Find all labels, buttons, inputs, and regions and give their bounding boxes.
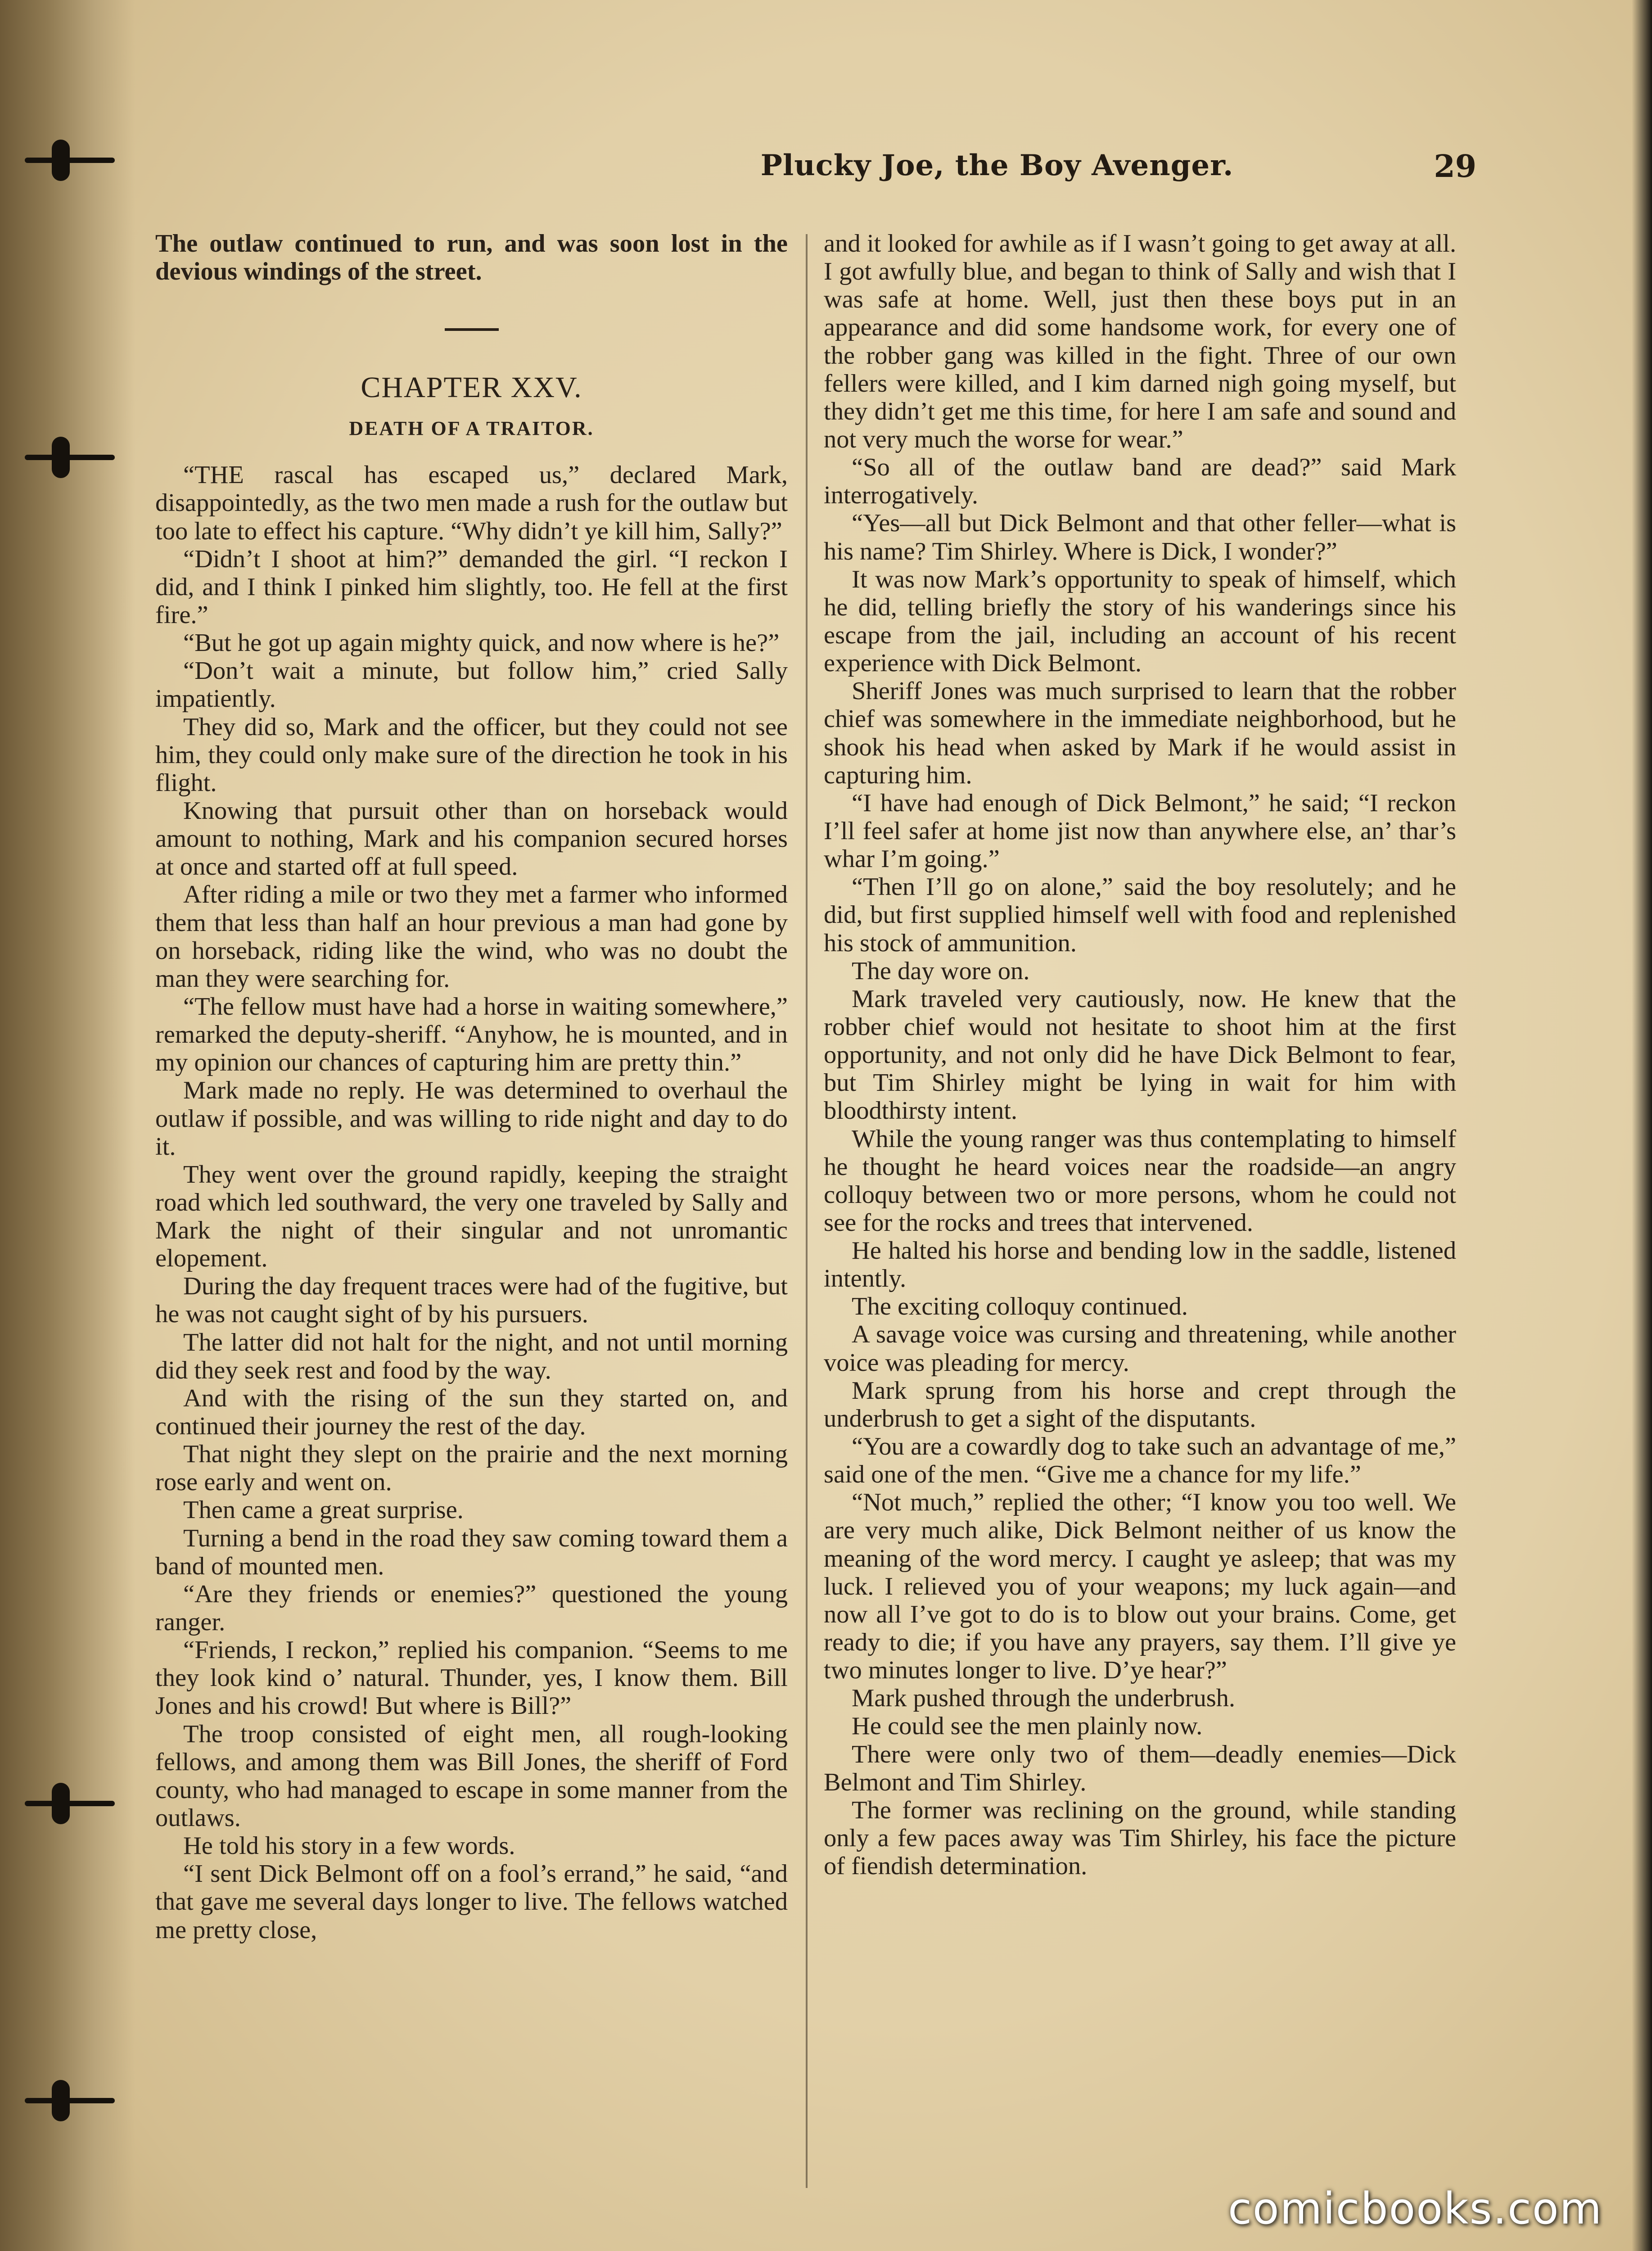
paragraph: The former was reclining on the ground, while standing only a few paces away was Tim Shirley, his face the picture of fiendish determination. <box>824 1796 1456 1880</box>
paragraph: He halted his horse and bending low in the saddle, listened intently. <box>824 1237 1456 1293</box>
binding-stitch <box>25 455 115 460</box>
paragraph: Mark made no reply. He was determined to overhaul the outlaw if possible, and was willing to ride night and day to do it. <box>155 1076 788 1161</box>
left-column <box>155 230 788 1944</box>
paragraph: A savage voice was cursing and threatening, while another voice was pleading for mercy. <box>824 1320 1456 1377</box>
binding-stitch <box>25 2098 115 2103</box>
paragraph: He told his story in a few words. <box>183 1832 515 1860</box>
paragraph: Then came a great surprise. <box>183 1496 464 1524</box>
paragraph: “Yes—all but Dick Belmont and that other feller—what is his name? Tim Shirley. Where is Dick, I wonder?” <box>824 509 1456 565</box>
paragraph: During the day frequent traces were had of the fugitive, but he was not caught sight of by his pursuers. <box>155 1272 788 1329</box>
book-spine <box>0 0 135 2251</box>
binding-stitch <box>25 1801 115 1806</box>
paragraph: He could see the men plainly now. <box>852 1712 1203 1740</box>
paragraph: Mark sprung from his horse and crept through the underbrush to get a sight of the disputants. <box>824 1376 1456 1433</box>
paragraph: “Didn’t I shoot at him?” demanded the girl. “I reckon I did, and I think I pinked him slightly, too. He fell at the first fire.” <box>155 545 788 629</box>
paragraph: After riding a mile or two they met a farmer who informed them that less than half an hour previous a man had gone by on horseback, riding like the wind, who was no doubt the man they were searching for. <box>155 881 788 993</box>
right-column <box>824 230 1456 1880</box>
paragraph: “Then I’ll go on alone,” said the boy resolutely; and he did, but first supplied himself well with food and replenished his stock of ammunition. <box>824 873 1456 957</box>
paragraph: And with the rising of the sun they started on, and continued their journey the rest of the day. <box>155 1384 788 1441</box>
paragraph: There were only two of them—deadly enemies—Dick Belmont and Tim Shirley. <box>824 1740 1456 1796</box>
chapter-subtitle: DEATH OF A TRAITOR. <box>349 417 594 439</box>
paragraph: “Not much,” replied the other; “I know you too well. We are very much alike, Dick Belmont neither of us know the meaning of the word mercy. I caught ye asleep; that was my luck. I relieved you of your weapons; my luck again—and now all I’ve got to do is to blow out your brains. Come, get ready to die; if you have any prayers, say them. I’ll give ye two minutes longer to live. D’ye hear?” <box>824 1488 1456 1685</box>
paragraph: Mark pushed through the underbrush. <box>852 1684 1236 1713</box>
paragraph: “I sent Dick Belmont off on a fool’s errand,” he said, “and that gave me several days longer to live. The fellows watched me pretty close, <box>155 1860 788 1944</box>
paragraph: and it looked for awhile as if I wasn’t going to get away at all. I got awfully blue, and began to think of Sally and wish that I was safe at home. Well, just then these boys put in an appearance and did some handsome work, for every one of the robber gang was killed in the fight. Three of our own fellers were killed, and I kim darned nigh going myself, but they didn’t get me this time, for here I am safe and sound and not very much the worse for wear.” <box>824 230 1456 453</box>
paragraph: “The fellow must have had a horse in waiting somewhere,” remarked the deputy-sheriff. “Anyhow, he is mounted, and in my opinion our chances of capturing him are pretty thin.” <box>155 992 788 1077</box>
paragraph: The exciting colloquy continued. <box>852 1293 1188 1321</box>
paragraph: It was now Mark’s opportunity to speak of himself, which he did, telling briefly the story of his wanderings since his escape from the jail, including an account of his recent experience with Dick Belmont. <box>824 565 1456 678</box>
paragraph: Turning a bend in the road they saw coming toward them a band of mounted men. <box>155 1524 788 1580</box>
paragraph: “So all of the outlaw band are dead?” said Mark interrogatively. <box>824 453 1456 510</box>
page-number: 29 <box>1434 149 1476 185</box>
paragraph: They did so, Mark and the officer, but they could not see him, they could only make sure of the direction he took in his flight. <box>155 713 788 797</box>
paragraph: The day wore on. <box>852 957 1030 985</box>
paragraph: “Friends, I reckon,” replied his companion. “Seems to me they look kind o’ natural. Thunder, yes, I know them. Bill Jones and his crowd! But where is Bill?” <box>155 1636 788 1720</box>
watermark-text: comicbooks.com <box>1228 2183 1602 2234</box>
paragraph: Sheriff Jones was much surprised to learn that the robber chief was somewhere in the immediate neighborhood, but he shook his head when asked by Mark if he would assist in capturing him. <box>824 677 1456 789</box>
column-divider <box>806 234 808 2188</box>
paragraph: “You are a cowardly dog to take such an advantage of me,” said one of the men. “Give me a chance for my life.” <box>824 1433 1456 1489</box>
paragraph: “Don’t wait a minute, but follow him,” cried Sally impatiently. <box>155 657 788 713</box>
chapter-heading: CHAPTER XXV. <box>361 371 582 404</box>
paragraph: That night they slept on the prairie and the next morning rose early and went on. <box>155 1440 788 1496</box>
page-edge-shadow <box>1632 0 1652 2251</box>
paragraph: Knowing that pursuit other than on horseback would amount to nothing, Mark and his companion secured horses at once and started off at full speed. <box>155 796 788 881</box>
section-rule <box>445 328 499 331</box>
paragraph: “But he got up again mighty quick, and now where is he?” <box>183 629 780 657</box>
paragraph: “I have had enough of Dick Belmont,” he said; “I reckon I’ll feel safer at home jist now than anywhere else, an’ thar’s whar I’m going.” <box>824 789 1456 873</box>
paragraph: “Are they friends or enemies?” questioned the young ranger. <box>155 1580 788 1636</box>
paragraph: While the young ranger was thus contemplating to himself he thought he heard voices near the roadside—an angry colloquy between two or more persons, whom he could not see for the rocks and trees that intervened. <box>824 1125 1456 1237</box>
paragraph: The troop consisted of eight men, all rough-looking fellows, and among them was Bill Jones, the sheriff of Ford county, who had managed to escape in some manner from the outlaws. <box>155 1720 788 1832</box>
opening-lines: The outlaw continued to run, and was soon lost in the devious windings of the street. <box>155 230 788 286</box>
paragraph: “THE rascal has escaped us,” declared Mark, disappointedly, as the two men made a rush for the outlaw but too late to effect his capture. “Why didn’t ye kill him, Sally?” <box>155 461 788 545</box>
paragraph: The latter did not halt for the night, and not until morning did they seek rest and food by the way. <box>155 1328 788 1384</box>
running-header: Plucky Joe, the Boy Avenger. <box>760 149 1234 182</box>
paragraph: Mark traveled very cautiously, now. He knew that the robber chief would not hesitate to shoot him at the first opportunity, and not only did he have Dick Belmont to fear, but Tim Shirley might be lying in wait for him with bloodthirsty intent. <box>824 985 1456 1125</box>
binding-stitch <box>25 158 115 163</box>
paragraph: They went over the ground rapidly, keeping the straight road which led southward, the very one traveled by Sally and Mark the night of their singular and not unromantic elopement. <box>155 1160 788 1273</box>
